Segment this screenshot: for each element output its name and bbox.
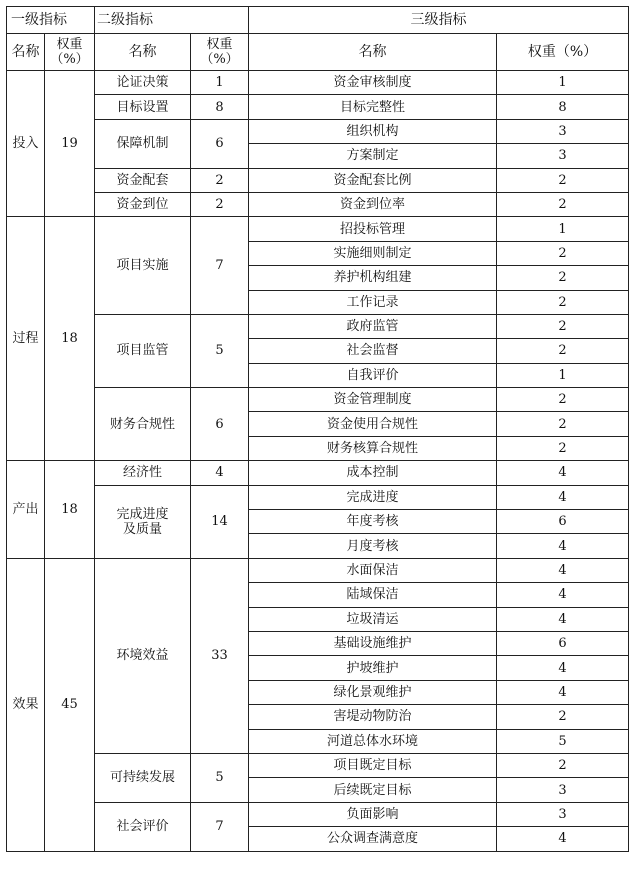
level1-name-cell: 产出 bbox=[7, 461, 45, 559]
level3-name-cell: 负面影响 bbox=[249, 802, 497, 826]
level3-name-cell: 资金使用合规性 bbox=[249, 412, 497, 436]
level3-name-cell: 工作记录 bbox=[249, 290, 497, 314]
level3-weight-cell: 6 bbox=[497, 631, 629, 655]
level3-name-cell: 公众调查满意度 bbox=[249, 827, 497, 851]
level3-weight-cell: 5 bbox=[497, 729, 629, 753]
level2-name-cell: 经济性 bbox=[95, 461, 191, 485]
level3-name-header: 名称 bbox=[249, 34, 497, 71]
level3-weight-cell: 2 bbox=[497, 314, 629, 338]
level2-weight-cell: 1 bbox=[191, 71, 249, 95]
level2-name-cell: 可持续发展 bbox=[95, 753, 191, 802]
level1-weight-cell: 45 bbox=[45, 558, 95, 851]
level2-header: 二级指标 bbox=[95, 7, 249, 34]
level3-name-cell: 招投标管理 bbox=[249, 217, 497, 241]
level3-name-cell: 目标完整性 bbox=[249, 95, 497, 119]
level2-weight-cell: 14 bbox=[191, 485, 249, 558]
level3-name-cell: 财务核算合规性 bbox=[249, 436, 497, 460]
level3-weight-cell: 3 bbox=[497, 119, 629, 143]
level2-weight-cell: 5 bbox=[191, 753, 249, 802]
level3-header: 三级指标 bbox=[249, 7, 629, 34]
level1-weight-cell: 18 bbox=[45, 461, 95, 559]
level3-name-cell: 资金审核制度 bbox=[249, 71, 497, 95]
level1-weight-cell: 18 bbox=[45, 217, 95, 461]
level3-name-cell: 河道总体水环境 bbox=[249, 729, 497, 753]
level3-name-cell: 资金配套比例 bbox=[249, 168, 497, 192]
level3-weight-header: 权重（%） bbox=[497, 34, 629, 71]
header-row-1 bbox=[7, 7, 629, 34]
level3-name-cell: 组织机构 bbox=[249, 119, 497, 143]
level2-name-cell: 目标设置 bbox=[95, 95, 191, 119]
table-row bbox=[7, 802, 629, 826]
level3-weight-cell: 2 bbox=[497, 388, 629, 412]
level2-weight-cell: 33 bbox=[191, 558, 249, 753]
level2-name-cell: 社会评价 bbox=[95, 802, 191, 851]
table-row bbox=[7, 753, 629, 777]
header-row-2 bbox=[7, 34, 629, 71]
level2-name-cell: 完成进度 及质量 bbox=[95, 485, 191, 558]
level3-name-cell: 成本控制 bbox=[249, 461, 497, 485]
level3-name-cell: 后续既定目标 bbox=[249, 778, 497, 802]
level3-name-cell: 实施细则制定 bbox=[249, 241, 497, 265]
level2-weight-cell: 6 bbox=[191, 388, 249, 461]
level3-name-cell: 社会监督 bbox=[249, 339, 497, 363]
table-row bbox=[7, 192, 629, 216]
level2-name-header: 名称 bbox=[95, 34, 191, 71]
level3-name-cell: 水面保洁 bbox=[249, 558, 497, 582]
level3-name-cell: 垃圾清运 bbox=[249, 607, 497, 631]
level2-weight-cell: 2 bbox=[191, 168, 249, 192]
level3-weight-cell: 4 bbox=[497, 583, 629, 607]
level3-weight-cell: 4 bbox=[497, 485, 629, 509]
level3-weight-cell: 4 bbox=[497, 461, 629, 485]
level3-name-cell: 完成进度 bbox=[249, 485, 497, 509]
table-row bbox=[7, 485, 629, 509]
level3-weight-cell: 3 bbox=[497, 778, 629, 802]
table-row bbox=[7, 461, 629, 485]
level3-weight-cell: 2 bbox=[497, 705, 629, 729]
level2-name-cell: 环境效益 bbox=[95, 558, 191, 753]
level1-weight-cell: 19 bbox=[45, 71, 95, 217]
level3-weight-cell: 2 bbox=[497, 192, 629, 216]
level3-weight-cell: 1 bbox=[497, 363, 629, 387]
level3-weight-cell: 2 bbox=[497, 436, 629, 460]
level1-name-cell: 过程 bbox=[7, 217, 45, 461]
level3-name-cell: 年度考核 bbox=[249, 510, 497, 534]
level3-weight-cell: 4 bbox=[497, 534, 629, 558]
table-row bbox=[7, 388, 629, 412]
level3-name-cell: 月度考核 bbox=[249, 534, 497, 558]
level3-weight-cell: 8 bbox=[497, 95, 629, 119]
level3-weight-cell: 1 bbox=[497, 71, 629, 95]
level3-name-cell: 绿化景观维护 bbox=[249, 680, 497, 704]
level1-name-cell: 效果 bbox=[7, 558, 45, 851]
level2-name-cell: 资金到位 bbox=[95, 192, 191, 216]
level2-weight-cell: 8 bbox=[191, 95, 249, 119]
level3-weight-cell: 2 bbox=[497, 168, 629, 192]
table-row bbox=[7, 119, 629, 143]
level2-weight-cell: 2 bbox=[191, 192, 249, 216]
level1-weight-header: 权重 （%） bbox=[45, 34, 95, 71]
table-row bbox=[7, 217, 629, 241]
level3-weight-cell: 4 bbox=[497, 656, 629, 680]
level3-name-cell: 陆域保洁 bbox=[249, 583, 497, 607]
level3-weight-cell: 3 bbox=[497, 802, 629, 826]
level3-weight-cell: 2 bbox=[497, 412, 629, 436]
indicator-table bbox=[6, 6, 629, 852]
level2-weight-cell: 5 bbox=[191, 314, 249, 387]
level3-name-cell: 项目既定目标 bbox=[249, 753, 497, 777]
level3-weight-cell: 6 bbox=[497, 510, 629, 534]
table-row bbox=[7, 95, 629, 119]
level1-name-cell: 投入 bbox=[7, 71, 45, 217]
level1-name-header: 名称 bbox=[7, 34, 45, 71]
table-row bbox=[7, 168, 629, 192]
level3-name-cell: 方案制定 bbox=[249, 144, 497, 168]
level3-weight-cell: 2 bbox=[497, 339, 629, 363]
level3-weight-cell: 4 bbox=[497, 607, 629, 631]
level3-name-cell: 害堤动物防治 bbox=[249, 705, 497, 729]
level1-header: 一级指标 bbox=[7, 7, 95, 34]
level3-name-cell: 资金管理制度 bbox=[249, 388, 497, 412]
table-row bbox=[7, 314, 629, 338]
level3-name-cell: 护坡维护 bbox=[249, 656, 497, 680]
level3-name-cell: 养护机构组建 bbox=[249, 266, 497, 290]
level2-name-cell: 财务合规性 bbox=[95, 388, 191, 461]
level2-name-cell: 项目监管 bbox=[95, 314, 191, 387]
level3-weight-cell: 3 bbox=[497, 144, 629, 168]
level2-weight-cell: 7 bbox=[191, 217, 249, 315]
level3-name-cell: 自我评价 bbox=[249, 363, 497, 387]
level2-name-cell: 保障机制 bbox=[95, 119, 191, 168]
indicator-table-body bbox=[7, 71, 629, 852]
level2-weight-cell: 4 bbox=[191, 461, 249, 485]
level3-name-cell: 政府监管 bbox=[249, 314, 497, 338]
table-row bbox=[7, 558, 629, 582]
level2-weight-cell: 6 bbox=[191, 119, 249, 168]
level2-name-cell: 论证决策 bbox=[95, 71, 191, 95]
level3-weight-cell: 2 bbox=[497, 753, 629, 777]
level3-weight-cell: 4 bbox=[497, 558, 629, 582]
level3-weight-cell: 4 bbox=[497, 680, 629, 704]
level2-name-cell: 项目实施 bbox=[95, 217, 191, 315]
level3-name-cell: 基础设施维护 bbox=[249, 631, 497, 655]
level3-weight-cell: 2 bbox=[497, 266, 629, 290]
level2-weight-header: 权重 （%） bbox=[191, 34, 249, 71]
level3-weight-cell: 1 bbox=[497, 217, 629, 241]
level3-name-cell: 资金到位率 bbox=[249, 192, 497, 216]
level3-weight-cell: 4 bbox=[497, 827, 629, 851]
level3-weight-cell: 2 bbox=[497, 290, 629, 314]
table-row bbox=[7, 71, 629, 95]
level2-weight-cell: 7 bbox=[191, 802, 249, 851]
level2-name-cell: 资金配套 bbox=[95, 168, 191, 192]
level3-weight-cell: 2 bbox=[497, 241, 629, 265]
